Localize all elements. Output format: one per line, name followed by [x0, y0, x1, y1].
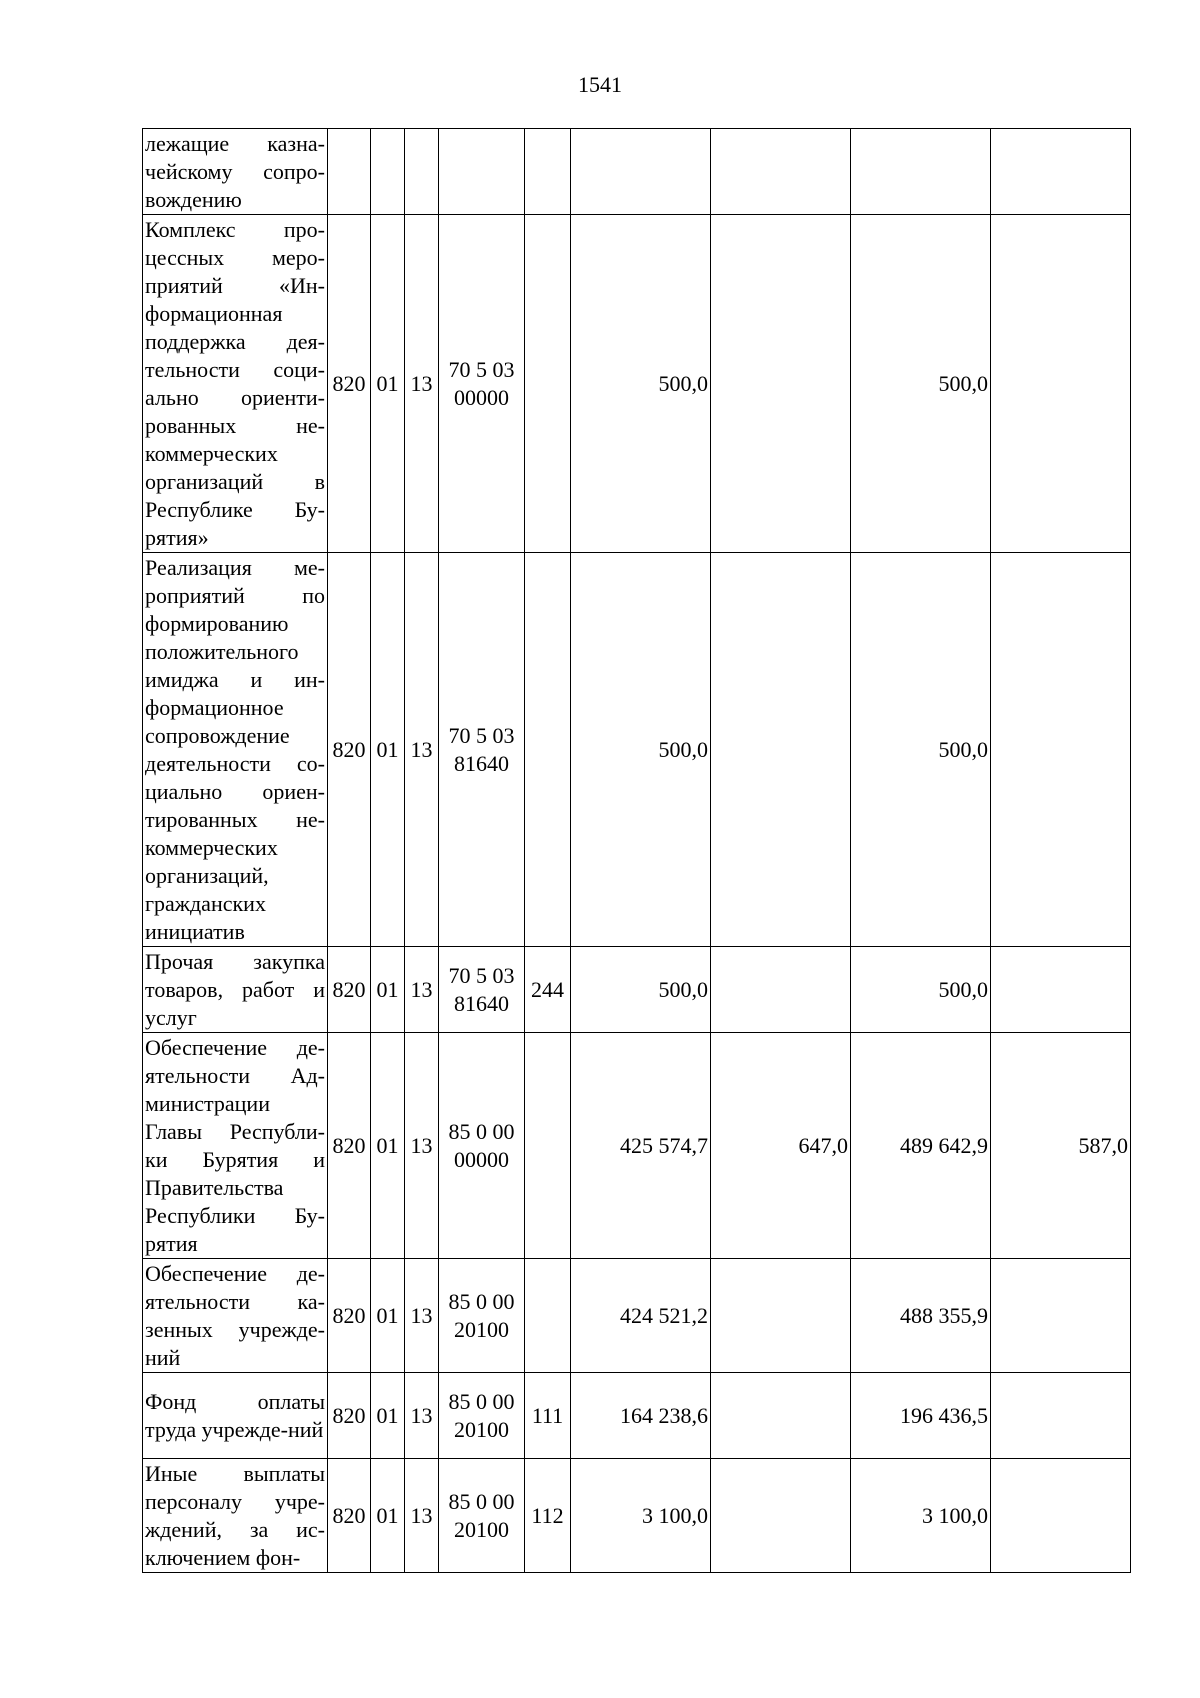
amount-year2-extra-cell [991, 215, 1131, 553]
row-name-cell: Комплекс про-цессных меро-приятий «Ин-формационная поддержка дея-тельности соци-ально ориенти-рованных не-коммерческих организаций в Республике Бу-рятия» [143, 215, 328, 553]
amount-year2-extra-cell [991, 1259, 1131, 1373]
amount-year2-cell: 500,0 [851, 215, 991, 553]
grbs-cell: 820 [328, 1373, 371, 1459]
amount-year1-cell: 3 100,0 [571, 1459, 711, 1573]
amount-year1-extra-cell [711, 1459, 851, 1573]
section-cell: 01 [371, 1373, 405, 1459]
grbs-cell: 820 [328, 215, 371, 553]
row-name-cell: Обеспечение де-ятельности ка-зенных учрежде-ний [143, 1259, 328, 1373]
row-name-cell: Фонд оплаты труда учрежде-ний [143, 1373, 328, 1459]
section-cell [371, 129, 405, 215]
row-name-cell: Иные выплаты персоналу учре-ждений, за ис-ключением фон- [143, 1459, 328, 1573]
amount-year2-cell: 500,0 [851, 947, 991, 1033]
amount-year1-cell: 425 574,7 [571, 1033, 711, 1259]
amount-year1-cell: 500,0 [571, 215, 711, 553]
grbs-cell: 820 [328, 1459, 371, 1573]
target-article-cell: 70 5 03 81640 [439, 947, 525, 1033]
amount-year2-cell: 489 642,9 [851, 1033, 991, 1259]
row-name-cell: Прочая закупка товаров, работ и услуг [143, 947, 328, 1033]
amount-year1-extra-cell [711, 1259, 851, 1373]
table-row [143, 947, 1131, 1033]
amount-year1-extra-cell [711, 215, 851, 553]
subsection-cell: 13 [405, 553, 439, 947]
amount-year2-cell: 500,0 [851, 553, 991, 947]
amount-year1-extra-cell: 647,0 [711, 1033, 851, 1259]
amount-year1-cell: 424 521,2 [571, 1259, 711, 1373]
target-article-cell [439, 129, 525, 215]
budget-table-body [143, 129, 1131, 1573]
grbs-cell: 820 [328, 1033, 371, 1259]
table-row [143, 1033, 1131, 1259]
target-article-cell: 70 5 03 00000 [439, 215, 525, 553]
section-cell: 01 [371, 215, 405, 553]
target-article-cell: 85 0 00 20100 [439, 1373, 525, 1459]
subsection-cell: 13 [405, 1259, 439, 1373]
expense-type-cell [525, 129, 571, 215]
amount-year1-cell: 500,0 [571, 553, 711, 947]
expense-type-cell: 244 [525, 947, 571, 1033]
amount-year1-cell: 164 238,6 [571, 1373, 711, 1459]
amount-year2-extra-cell [991, 1459, 1131, 1573]
budget-table [142, 128, 1131, 1573]
amount-year2-extra-cell [991, 553, 1131, 947]
amount-year2-extra-cell: 587,0 [991, 1033, 1131, 1259]
target-article-cell: 70 5 03 81640 [439, 553, 525, 947]
table-row [143, 553, 1131, 947]
grbs-cell: 820 [328, 1259, 371, 1373]
table-row [143, 1373, 1131, 1459]
section-cell: 01 [371, 1259, 405, 1373]
section-cell: 01 [371, 553, 405, 947]
amount-year2-cell [851, 129, 991, 215]
section-cell: 01 [371, 1033, 405, 1259]
expense-type-cell [525, 553, 571, 947]
table-row [143, 129, 1131, 215]
subsection-cell: 13 [405, 947, 439, 1033]
amount-year2-extra-cell [991, 947, 1131, 1033]
amount-year1-extra-cell [711, 1373, 851, 1459]
amount-year1-extra-cell [711, 947, 851, 1033]
amount-year2-extra-cell [991, 1373, 1131, 1459]
section-cell: 01 [371, 947, 405, 1033]
target-article-cell: 85 0 00 00000 [439, 1033, 525, 1259]
table-row [143, 215, 1131, 553]
table-row [143, 1459, 1131, 1573]
amount-year1-cell [571, 129, 711, 215]
amount-year2-cell: 3 100,0 [851, 1459, 991, 1573]
row-name-cell: Реализация ме-роприятий по формированию положительного имиджа и ин-формационное сопровождение деятельности со-циально ориен-тированных не-коммерческих организаций, гражданских инициатив [143, 553, 328, 947]
page-number: 1541 [578, 72, 622, 97]
target-article-cell: 85 0 00 20100 [439, 1459, 525, 1573]
amount-year1-extra-cell [711, 129, 851, 215]
subsection-cell: 13 [405, 1033, 439, 1259]
amount-year2-cell: 488 355,9 [851, 1259, 991, 1373]
expense-type-cell: 112 [525, 1459, 571, 1573]
section-cell: 01 [371, 1459, 405, 1573]
grbs-cell: 820 [328, 553, 371, 947]
grbs-cell: 820 [328, 947, 371, 1033]
target-article-cell: 85 0 00 20100 [439, 1259, 525, 1373]
expense-type-cell [525, 215, 571, 553]
grbs-cell [328, 129, 371, 215]
subsection-cell [405, 129, 439, 215]
expense-type-cell [525, 1259, 571, 1373]
amount-year2-extra-cell [991, 129, 1131, 215]
subsection-cell: 13 [405, 215, 439, 553]
amount-year2-cell: 196 436,5 [851, 1373, 991, 1459]
expense-type-cell [525, 1033, 571, 1259]
expense-type-cell: 111 [525, 1373, 571, 1459]
row-name-cell: лежащие казна-чейскому сопро-вождению [143, 129, 328, 215]
amount-year1-cell: 500,0 [571, 947, 711, 1033]
subsection-cell: 13 [405, 1459, 439, 1573]
table-row [143, 1259, 1131, 1373]
row-name-cell: Обеспечение де-ятельности Ад-министрации Главы Республи-ки Бурятия и Правительства Республики Бу-рятия [143, 1033, 328, 1259]
subsection-cell: 13 [405, 1373, 439, 1459]
amount-year1-extra-cell [711, 553, 851, 947]
